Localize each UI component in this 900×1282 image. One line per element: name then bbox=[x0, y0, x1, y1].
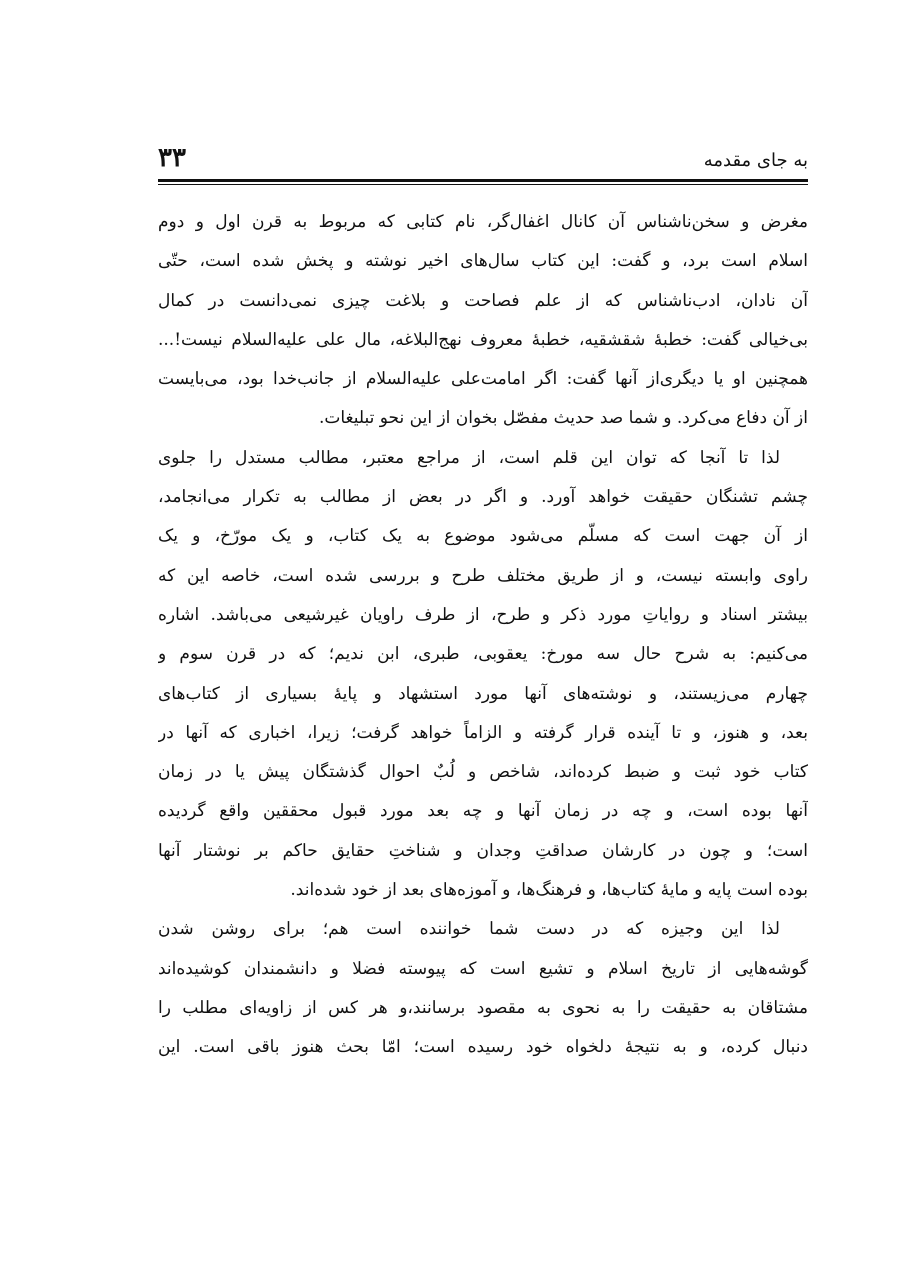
text-line: از آن جهت است که مسلّم می‌شود موضوع به یک کتاب، و یک مورّخ، و یک bbox=[158, 526, 808, 547]
text-line: است؛ و چون در کارشان صداقتِ وجدان و شناختِ حقایق حاکم بر نوشتار آنها bbox=[158, 840, 808, 861]
body-text bbox=[158, 203, 808, 1068]
running-title: به جای مقدمه bbox=[703, 150, 808, 171]
text-line: لذا این وجیزه که در دست شما خواننده است هم؛ برای روشن شدن bbox=[158, 919, 780, 940]
paragraph-1 bbox=[158, 203, 808, 439]
text-line: مغرض و سخن‌ناشناس آن کانال اغفال‌گر، نام کتابی که مربوط به قرن اول و دوم bbox=[158, 212, 808, 232]
text-line: بوده است پایه و مایهٔ کتاب‌ها، و فرهنگ‌ها، و آموزه‌های بعد از خود شده‌اند. bbox=[290, 880, 808, 901]
paragraph-2 bbox=[158, 439, 808, 911]
text-line: بیشتر اسناد و روایاتِ مورد ذکر و طرح، از طرف راویان غیرشیعی می‌باشد. اشاره bbox=[158, 604, 808, 625]
text-line: آن نادان، ادب‌ناشناس که از علم فصاحت و بلاغت چیزی نمی‌دانست در کمال bbox=[158, 290, 808, 311]
text-line: بعد، و هنوز، و تا آینده قرار گرفته و الزاماً خواهد گرفت؛ زیرا، اخباری که آنها در bbox=[158, 722, 808, 743]
text-line: دنبال کرده، و به نتیجهٔ دلخواه خود رسیده است؛ امّا بحث هنوز باقی است. این bbox=[158, 1037, 808, 1058]
text-line: گوشه‌هایی از تاریخ اسلام و تشیع است که پیوسته فضلا و دانشمندان کوشیده‌اند bbox=[158, 958, 808, 979]
header-rule-thin bbox=[158, 184, 808, 185]
text-line: راوی وابسته نیست، و از طریق مختلف طرح و بررسی شده است، خاصه این که bbox=[158, 565, 808, 586]
text-line: بی‌خیالی گفت: خطبهٔ شقشقیه، خطبهٔ معروف نهج‌البلاغه، مال علی علیه‌السلام نیست!... bbox=[158, 329, 808, 350]
text-line: کتاب خود ثبت و ضبط کرده‌اند، شاخص و لُبٌ احوال گذشتگان پیش یا در زمان bbox=[158, 762, 808, 783]
text-line: اسلام است برد، و گفت: این کتاب سال‌های اخیر نوشته و پخش شده است، حتّی bbox=[158, 251, 808, 272]
text-line: چشم تشنگان حقیقت خواهد آورد. و اگر در بعض از مطالب به تکرار می‌انجامد، bbox=[158, 487, 808, 508]
text-line: همچنین او یا دیگری‌از آنها گفت: اگر امامت‌علی علیه‌السلام از جانب‌خدا بود، می‌بایست bbox=[158, 369, 808, 390]
header-rule-thick bbox=[158, 179, 808, 182]
page-number: ۳۳ bbox=[158, 143, 186, 173]
text-line: می‌کنیم: به شرح حال سه مورخ: یعقوبی، طبری، ابن ندیم؛ که در قرن سوم و bbox=[158, 644, 808, 665]
text-line: مشتاقان به حقیقت را به نحوی به مقصود برسانند،و هر کس از زاویه‌ای مطلب را bbox=[158, 997, 808, 1018]
text-line: لذا تا آنجا که توان این قلم است، از مراجع معتبر، مطالب مستدل را جلوی bbox=[158, 447, 780, 468]
paragraph-3 bbox=[158, 910, 808, 1067]
page-header bbox=[158, 142, 808, 178]
text-line: آنها بوده است، و چه در زمان آنها و چه بعد مورد قبول محققین واقع گردیده bbox=[158, 801, 808, 822]
text-line: از آن دفاع می‌کرد. و شما صد حدیث مفصّل بخوان از این نحو تبلیغات. bbox=[318, 408, 808, 429]
text-line: چهارم می‌زیستند، و نوشته‌های آنها مورد استشهاد و پایهٔ بسیاری از کتاب‌های bbox=[158, 683, 808, 704]
